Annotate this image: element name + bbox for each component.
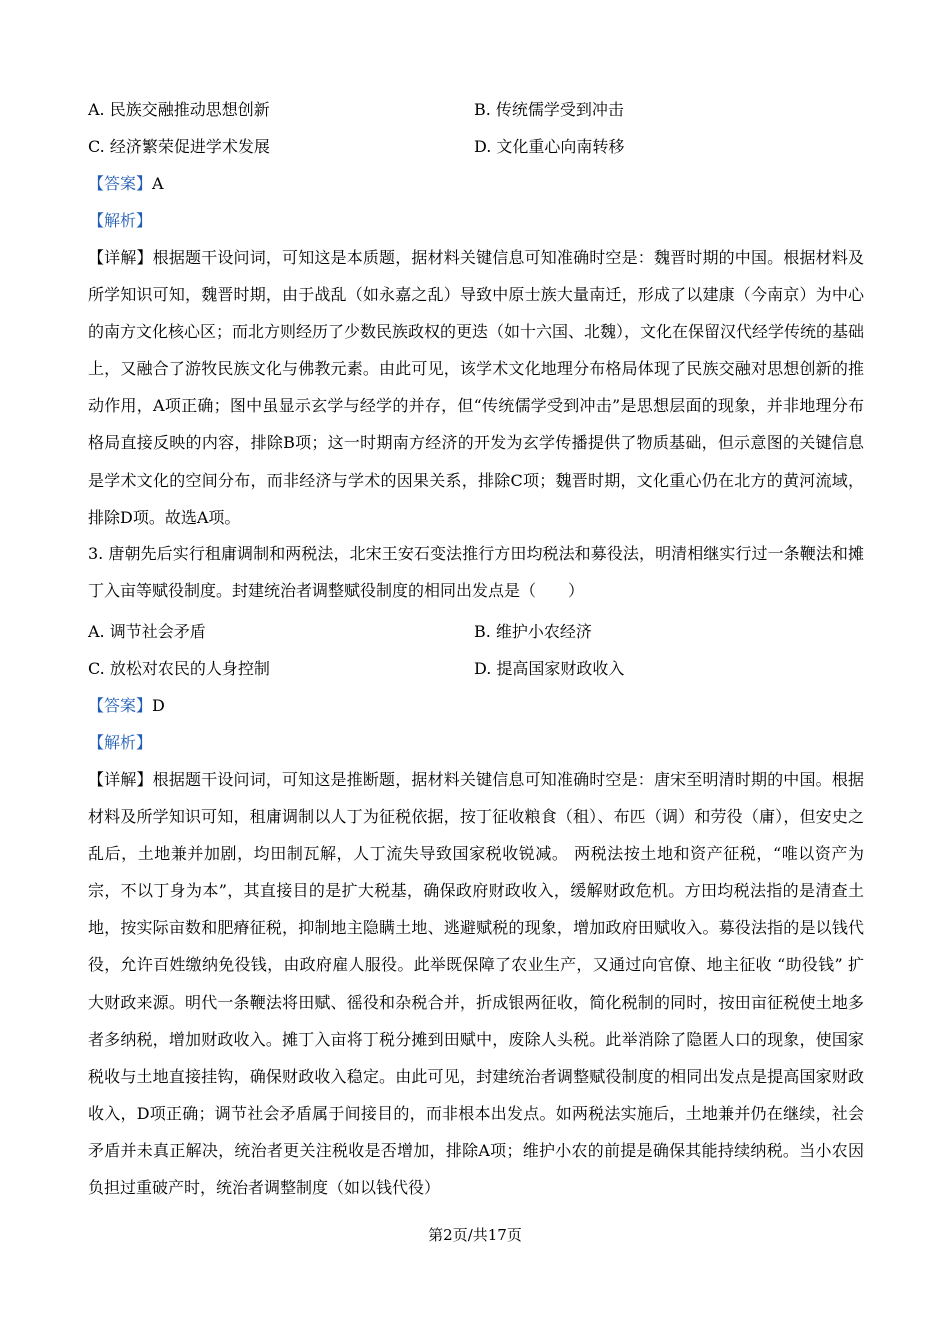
- page-number-footer: 第2页/共17页: [428, 1226, 522, 1244]
- q3-detail-paragraph: 【详解】根据题干设问词，可知这是推断题，据材料关键信息可知准确时空是：唐宋至明清时期的中国。根据材料及所学知识可知，租庸调制以人丁为征税依据，按丁征收粮食（租）、布匹（调）和劳役（庸），但安史之乱后，土地兼并加剧，均田制瓦解，人丁流失导致国家税收锐减。 两税法按土地和资产征税，“唯以资产为宗，不以丁身为本”，其直接目的是扩大税基，确保政府财政收入，缓解财政危机。方田均税法指的是清查土地，按实际亩数和肥瘠征税，抑制地主隐瞒土地、逃避赋税的现象，增加政府田赋收入。募役法指的是以钱代役，允许百姓缴纳免役钱，由政府雇人服役。此举既保障了农业生产，又通过向官僚、地主征收 “助役钱” 扩大财政来源。明代一条鞭法将田赋、徭役和杂税合并，折成银两征收，简化税制的同时，按田亩征税使土地多者多纳税，增加财政收入。摊丁入亩将丁税分摊到田赋中，废除人头税。此举消除了隐匿人口的现象，使国家税收与土地直接挂钩，确保财政收入稳定。由此可见，封建统治者调整赋役制度的相同出发点是提高国家财政收入，D项正确；调节社会矛盾属于间接目的，而非根本出发点。如两税法实施后，土地兼并仍在继续，社会矛盾并未真正解决，统治者更关注税收是否增加，排除A项；维护小农的前提是确保其能持续纳税。当小农因负担过重破产时，统治者调整制度（如以钱代役）: [88, 770, 864, 1198]
- q2-detail-paragraph: 【详解】根据题干设问词，可知这是本质题，据材料关键信息可知准确时空是：魏晋时期的中国。根据材料及所学知识可知，魏晋时期，由于战乱（如永嘉之乱）导致中原士族大量南迁，形成了以建康（今南京）为中心的南方文化核心区；而北方则经历了少数民族政权的更迭（如十六国、北魏），文化在保留汉代经学传统的基础上，又融合了游牧民族文化与佛教元素。由此可见，该学术文化地理分布格局体现了民族交融对思想创新的推动作用，A项正确；图中虽显示玄学与经学的并存，但“传统儒学受到冲击”是思想层面的现象，并非地理分布格局直接反映的内容，排除B项；这一时期南方经济的开发为玄学传播提供了物质基础，但示意图的关键信息是学术文化的空间分布，而非经济与学术的因果关系，排除C项；魏晋时期，文化重心仍在北方的黄河流域，排除D项。故选A项。: [88, 248, 865, 527]
- q3-option-a: A. 调节社会矛盾: [88, 622, 206, 641]
- q2-option-b: B. 传统儒学受到冲击: [474, 100, 624, 119]
- q3-answer-value: D: [152, 696, 165, 715]
- q2-answer-value: A: [152, 174, 164, 193]
- q2-answer-label: 【答案】: [88, 174, 153, 193]
- q3-option-c: C. 放松对农民的人身控制: [88, 659, 270, 678]
- q3-answer-label: 【答案】: [88, 696, 153, 715]
- q3-option-d: D. 提高国家财政收入: [474, 659, 625, 678]
- q3-option-b: B. 维护小农经济: [474, 622, 592, 641]
- q3-stem: 3. 唐朝先后实行租庸调制和两税法，北宋王安石变法推行方田均税法和募役法，明清相继实行过一条鞭法和摊丁入亩等赋役制度。封建统治者调整赋役制度的相同出发点是（ ）: [88, 544, 864, 601]
- q3-answer: [88, 696, 165, 716]
- q3-analysis-label: 【解析】: [88, 733, 153, 752]
- q2-answer: [88, 174, 164, 194]
- q2-option-a: A. 民族交融推动思想创新: [88, 100, 270, 119]
- q2-analysis-label: 【解析】: [88, 211, 153, 230]
- q2-option-d: D. 文化重心向南转移: [474, 137, 625, 156]
- q2-option-c: C. 经济繁荣促进学术发展: [88, 137, 270, 156]
